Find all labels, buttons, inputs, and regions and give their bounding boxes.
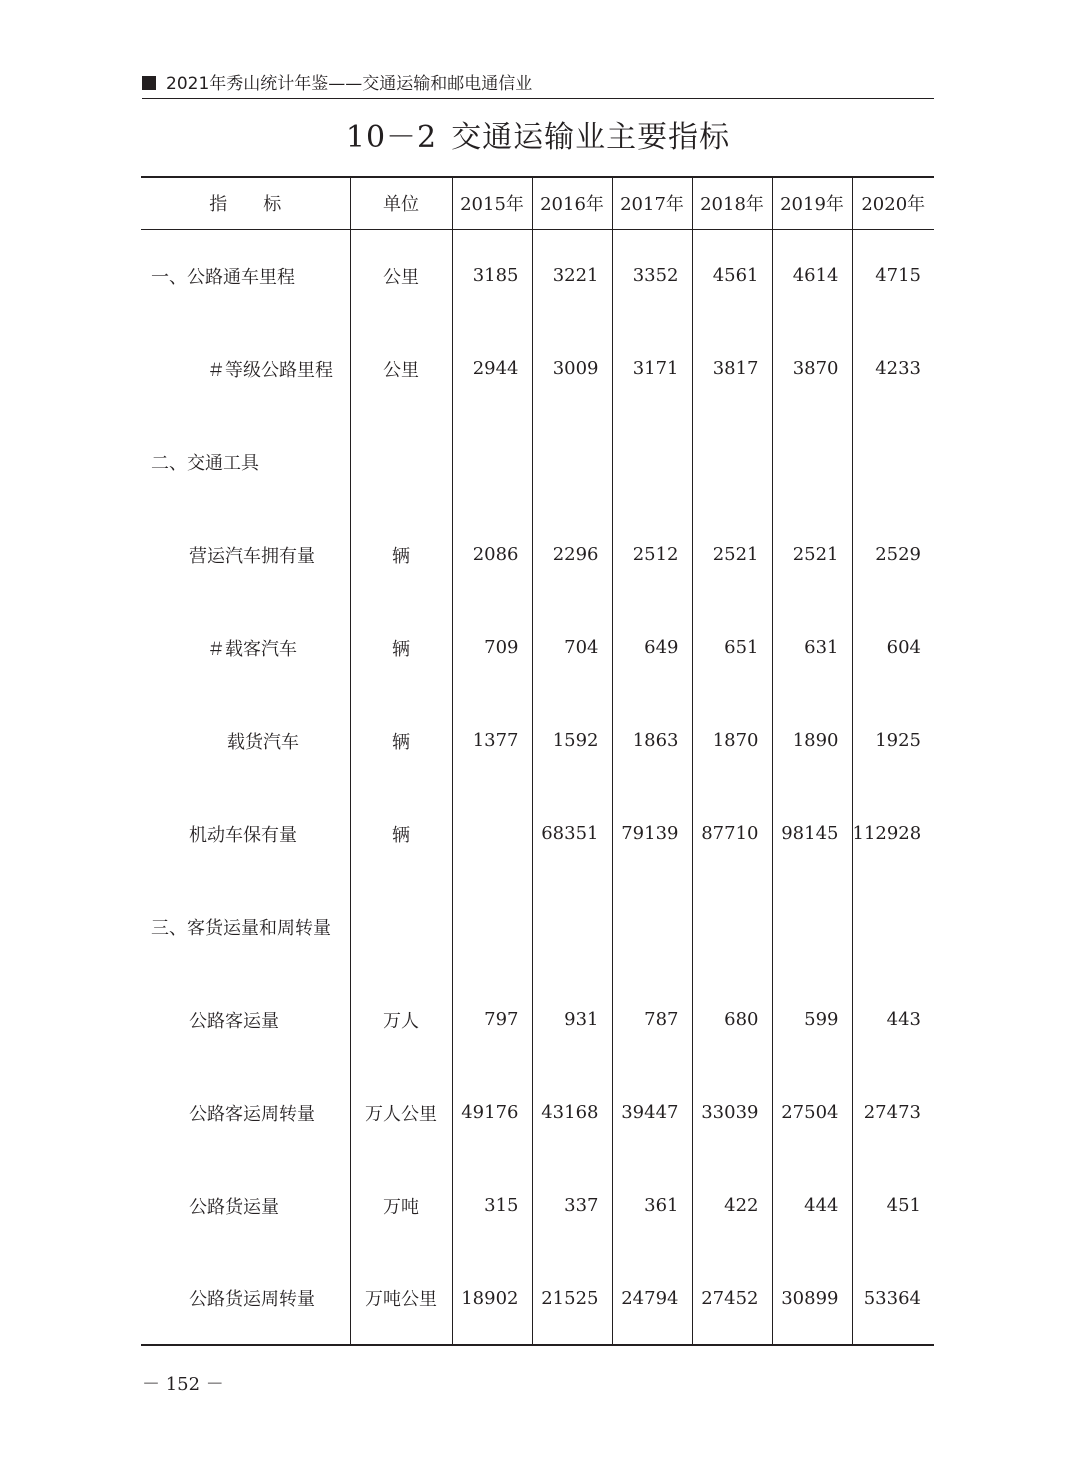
value-cell: 21525	[532, 1252, 612, 1345]
indicator-cell: 二、交通工具	[141, 415, 350, 508]
value-cell	[852, 880, 934, 973]
table-row	[141, 322, 934, 415]
table-row	[141, 508, 934, 601]
value-cell: 1870	[692, 694, 772, 787]
value-cell	[772, 880, 852, 973]
indicator-cell: 三、客货运量和周转量	[141, 880, 350, 973]
value-cell	[852, 415, 934, 508]
table-row	[141, 601, 934, 694]
unit-cell: 辆	[350, 601, 452, 694]
value-cell	[692, 880, 772, 973]
value-cell: 444	[772, 1159, 852, 1252]
value-cell: 2944	[452, 322, 532, 415]
value-cell: 2086	[452, 508, 532, 601]
value-cell: 27452	[692, 1252, 772, 1345]
unit-cell: 辆	[350, 787, 452, 880]
value-cell: 4614	[772, 229, 852, 322]
value-cell	[452, 880, 532, 973]
value-cell: 1863	[612, 694, 692, 787]
value-cell: 797	[452, 973, 532, 1066]
unit-cell: 辆	[350, 694, 452, 787]
indicator-cell: 公路客运量	[141, 973, 350, 1066]
running-head-text: 2021年秀山统计年鉴——交通运输和邮电通信业	[166, 74, 533, 94]
table-body	[141, 229, 934, 1345]
unit-cell	[350, 415, 452, 508]
indicator-cell: 营运汽车拥有量	[141, 508, 350, 601]
table-row	[141, 1066, 934, 1159]
value-cell: 49176	[452, 1066, 532, 1159]
table-row	[141, 880, 934, 973]
indicator-cell: 一、公路通车里程	[141, 229, 350, 322]
value-cell	[532, 415, 612, 508]
indicator-cell: 机动车保有量	[141, 787, 350, 880]
value-cell: 443	[886, 1009, 921, 1030]
table-row	[141, 694, 934, 787]
value-cell: 599	[772, 973, 852, 1066]
unit-cell: 公里	[350, 322, 452, 415]
value-cell: 43168	[532, 1066, 612, 1159]
value-cell: 68351	[532, 787, 612, 880]
indicator-cell: ＃等级公路里程	[141, 322, 350, 415]
value-cell: 337	[532, 1159, 612, 1252]
table-row	[141, 1159, 934, 1252]
value-cell: 79139	[612, 787, 692, 880]
header-indicator: 指 标	[141, 177, 350, 229]
unit-cell: 辆	[350, 508, 452, 601]
value-cell: 315	[452, 1159, 532, 1252]
value-cell: 2296	[532, 508, 612, 601]
value-cell	[452, 787, 532, 880]
table-title-text: 交通运输业主要指标	[451, 120, 731, 155]
unit-cell: 万吨	[350, 1159, 452, 1252]
indicator-cell: 公路货运量	[141, 1159, 350, 1252]
value-cell: 3171	[612, 322, 692, 415]
value-cell: 4561	[692, 229, 772, 322]
indicator-cell: ＃载客汽车	[141, 601, 350, 694]
value-cell: 4715	[875, 265, 921, 287]
value-cell: 3870	[772, 322, 852, 415]
value-cell: 98145	[772, 787, 852, 880]
table-number: 10－2	[345, 120, 438, 155]
header-year: 2018年	[692, 177, 772, 229]
value-cell	[772, 415, 852, 508]
header-year: 2016年	[532, 177, 612, 229]
value-cell: 649	[612, 601, 692, 694]
value-cell: 787	[612, 973, 692, 1066]
table-row	[141, 787, 934, 880]
value-cell: 631	[772, 601, 852, 694]
value-cell: 422	[692, 1159, 772, 1252]
value-cell: 3185	[452, 229, 532, 322]
value-cell: 27504	[772, 1066, 852, 1159]
value-cell: 1377	[452, 694, 532, 787]
value-cell: 4233	[875, 358, 921, 379]
value-cell: 361	[612, 1159, 692, 1252]
header-year: 2015年	[452, 177, 532, 229]
unit-cell: 万吨公里	[350, 1252, 452, 1345]
indicator-cell: 公路货运周转量	[141, 1252, 350, 1345]
value-cell: 451	[886, 1195, 921, 1216]
header-year: 2017年	[612, 177, 692, 229]
header-unit: 单位	[350, 177, 452, 229]
value-cell: 704	[532, 601, 612, 694]
value-cell	[612, 880, 692, 973]
table-header-row	[141, 177, 934, 229]
value-cell: 2512	[612, 508, 692, 601]
value-cell: 604	[886, 637, 921, 658]
indicator-cell: 公路客运周转量	[141, 1066, 350, 1159]
value-cell: 2521	[772, 508, 852, 601]
value-cell: 2521	[692, 508, 772, 601]
value-cell: 2529	[875, 544, 921, 565]
table-row	[141, 229, 934, 322]
running-head	[142, 70, 934, 99]
value-cell: 18902	[452, 1252, 532, 1345]
square-bullet-icon	[142, 76, 156, 90]
value-cell: 112928	[852, 823, 922, 844]
value-cell: 39447	[612, 1066, 692, 1159]
value-cell: 24794	[612, 1252, 692, 1345]
value-cell	[532, 880, 612, 973]
value-cell: 1890	[772, 694, 852, 787]
value-cell: 53364	[852, 1252, 934, 1345]
value-cell: 27473	[863, 1102, 921, 1123]
table-row	[141, 973, 934, 1066]
value-cell: 1925	[875, 730, 921, 751]
value-cell: 87710	[692, 787, 772, 880]
unit-cell: 公里	[350, 229, 452, 322]
unit-cell: 万人	[350, 973, 452, 1066]
value-cell: 3221	[532, 229, 612, 322]
table-title	[142, 116, 934, 160]
value-cell: 3817	[692, 322, 772, 415]
value-cell	[692, 415, 772, 508]
page-number: － 152 －	[142, 1374, 224, 1395]
value-cell	[612, 415, 692, 508]
table-row	[141, 415, 934, 508]
value-cell: 1592	[532, 694, 612, 787]
value-cell: 3009	[532, 322, 612, 415]
value-cell: 680	[692, 973, 772, 1066]
value-cell: 30899	[772, 1252, 852, 1345]
header-year: 2019年	[772, 177, 852, 229]
value-cell: 931	[532, 973, 612, 1066]
header-year: 2020年	[852, 177, 934, 229]
value-cell: 33039	[692, 1066, 772, 1159]
indicator-cell: 载货汽车	[141, 694, 350, 787]
value-cell: 651	[692, 601, 772, 694]
unit-cell	[350, 880, 452, 973]
value-cell: 709	[452, 601, 532, 694]
unit-cell: 万人公里	[350, 1066, 452, 1159]
indicators-table	[141, 176, 934, 1346]
table-row	[141, 1252, 934, 1345]
value-cell	[452, 415, 532, 508]
value-cell: 3352	[612, 229, 692, 322]
